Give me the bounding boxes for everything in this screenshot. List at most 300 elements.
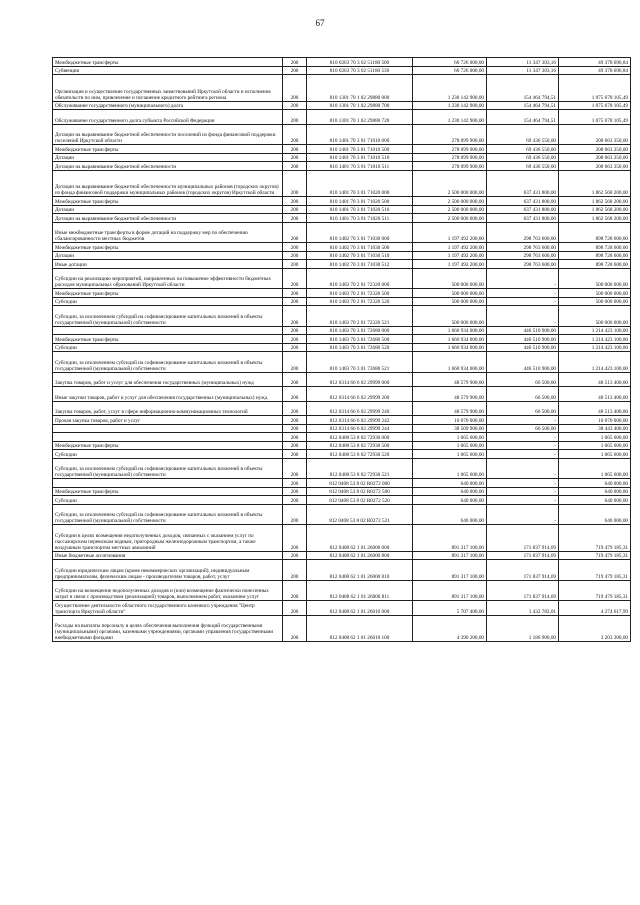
table-row: [53, 450, 631, 459]
row-kbk-cell: 812 0408 53 8 02 R0272 500: [307, 487, 413, 496]
row-executed-amount-cell: 446 510 900,00: [487, 326, 559, 335]
row-code-cell: 200: [283, 479, 307, 488]
row-plan-amount-cell: 1 230 142 900,00: [413, 110, 487, 125]
row-name-cell: Субвенции: [53, 66, 283, 75]
table-row: [53, 601, 631, 616]
row-plan-amount-cell: 278 099 900,00: [413, 145, 487, 154]
row-kbk-cell: 812 0314 66 6 02 29999 200: [307, 387, 413, 402]
row-executed-amount-cell: -: [487, 416, 559, 425]
row-remaining-amount-cell: 898 728 600,00: [559, 260, 631, 269]
row-kbk-cell: 810 1301 70 1 02 29880 720: [307, 110, 413, 125]
row-executed-amount-cell: 69 436 550,00: [487, 124, 559, 145]
row-kbk-cell: 810 1403 70 2 01 72320 521: [307, 306, 413, 327]
table-row: [53, 580, 631, 601]
row-name-cell: Межбюджетные трансферты: [53, 145, 283, 154]
row-name-cell: Субсидии: [53, 450, 283, 459]
row-name-cell: Субсидии в целях возмещения недополученных доходов, связанных с оказанием услуг по пассажирским перевозкам водным, пригородным железнодорожным транспортом, а также воздушным транспортом местных авиалиний: [53, 525, 283, 552]
row-remaining-amount-cell: 1 065 600,00: [559, 458, 631, 479]
row-remaining-amount-cell: 4 274 617,99: [559, 601, 631, 616]
row-plan-amount-cell: 60 726 000,00: [413, 58, 487, 67]
row-remaining-amount-cell: 1 862 568 200,00: [559, 214, 631, 223]
table-row: [53, 251, 631, 260]
row-name-cell: Межбюджетные трансферты: [53, 197, 283, 206]
row-code-cell: 200: [283, 450, 307, 459]
row-code-cell: 200: [283, 352, 307, 373]
row-executed-amount-cell: -: [487, 458, 559, 479]
row-kbk-cell: 810 1401 70 3 01 71010 500: [307, 145, 413, 154]
row-code-cell: 200: [283, 326, 307, 335]
row-name-cell: Расходы на выплаты персоналу в целях обеспечения выполнения функций государственными (муниципальными) органами, казенными учреждениями, органами управления государственными внебюджетными фондами: [53, 615, 283, 642]
row-kbk-cell: 812 0314 66 6 02 29999 244: [307, 424, 413, 433]
row-plan-amount-cell: 1 660 934 000,00: [413, 352, 487, 373]
row-code-cell: 200: [283, 268, 307, 289]
row-plan-amount-cell: 500 000 000,00: [413, 289, 487, 298]
table-row: [53, 306, 631, 327]
row-executed-amount-cell: -: [487, 289, 559, 298]
row-plan-amount-cell: 1 230 142 900,00: [413, 101, 487, 110]
row-name-cell: Организация и осуществление государственных заимствований Иркутской области и исполнение обязательств по ним, привлечение и погашение кредитного рейтинга региона: [53, 75, 283, 102]
table-row: [53, 205, 631, 214]
row-code-cell: 200: [283, 243, 307, 252]
row-plan-amount-cell: 48 579 900,00: [413, 387, 487, 402]
row-code-cell: 200: [283, 66, 307, 75]
row-code-cell: 200: [283, 335, 307, 344]
table-row: [53, 487, 631, 496]
row-kbk-cell: 810 1402 70 3 01 71030 000: [307, 222, 413, 243]
row-executed-amount-cell: 637 431 800,00: [487, 170, 559, 197]
row-kbk-cell: 810 1403 70 2 01 72320 000: [307, 268, 413, 289]
row-plan-amount-cell: 278 099 900,00: [413, 162, 487, 171]
row-name-cell: [53, 479, 283, 488]
row-executed-amount-cell: 171 837 914,69: [487, 560, 559, 581]
row-remaining-amount-cell: 1 214 423 100,00: [559, 335, 631, 344]
row-name-cell: [53, 433, 283, 442]
row-remaining-amount-cell: 500 000 000,00: [559, 289, 631, 298]
table-row: [53, 243, 631, 252]
row-plan-amount-cell: 500 000 000,00: [413, 297, 487, 306]
row-code-cell: 200: [283, 197, 307, 206]
row-code-cell: 200: [283, 441, 307, 450]
row-code-cell: 200: [283, 372, 307, 387]
row-executed-amount-cell: 1 432 782,01: [487, 601, 559, 616]
row-code-cell: 200: [283, 615, 307, 642]
row-executed-amount-cell: 154 464 794,51: [487, 101, 559, 110]
row-remaining-amount-cell: 208 663 350,00: [559, 124, 631, 145]
row-kbk-cell: 810 0203 70 3 02 51180 500: [307, 58, 413, 67]
row-kbk-cell: 810 1402 70 3 01 71030 500: [307, 243, 413, 252]
row-name-cell: Иные закупки товаров, работ и услуг для обеспечения государственных (муниципальных) нужд: [53, 387, 283, 402]
row-kbk-cell: 812 0408 53 8 02 R0272 000: [307, 479, 413, 488]
row-name-cell: Субсидии, за исключением субсидий на софинансирование капитальных вложений в объекты государственной (муниципальной) собственности: [53, 458, 283, 479]
table-row: [53, 297, 631, 306]
row-executed-amount-cell: 11 347 303,16: [487, 66, 559, 75]
row-executed-amount-cell: 637 431 800,00: [487, 205, 559, 214]
row-plan-amount-cell: 1 197 492 200,00: [413, 243, 487, 252]
row-plan-amount-cell: 2 500 000 000,00: [413, 170, 487, 197]
row-remaining-amount-cell: 719 479 185,31: [559, 580, 631, 601]
row-code-cell: 200: [283, 560, 307, 581]
row-executed-amount-cell: -: [487, 268, 559, 289]
table-row: [53, 66, 631, 75]
row-remaining-amount-cell: 640 000,00: [559, 479, 631, 488]
row-executed-amount-cell: -: [487, 433, 559, 442]
row-name-cell: Межбюджетные трансферты: [53, 487, 283, 496]
table-row: [53, 525, 631, 552]
row-name-cell: Обслуживание государственного (муниципального) долга: [53, 101, 283, 110]
row-plan-amount-cell: 1 065 600,00: [413, 441, 487, 450]
row-kbk-cell: 812 0314 66 6 02 29999 000: [307, 372, 413, 387]
row-kbk-cell: 810 0203 70 3 02 51180 530: [307, 66, 413, 75]
row-name-cell: Субсидии, за исключением субсидий на софинансирование капитальных вложений в объекты государственной (муниципальной) собственности: [53, 504, 283, 525]
row-kbk-cell: 810 1402 70 3 01 71030 510: [307, 251, 413, 260]
row-name-cell: Субсидии: [53, 297, 283, 306]
row-code-cell: 200: [283, 124, 307, 145]
row-executed-amount-cell: -: [487, 306, 559, 327]
table-row: [53, 110, 631, 125]
row-kbk-cell: 812 0408 53 8 02 72930 500: [307, 441, 413, 450]
row-remaining-amount-cell: 1 862 568 200,00: [559, 205, 631, 214]
row-code-cell: 200: [283, 551, 307, 560]
row-kbk-cell: 812 0408 53 8 02 R0272 520: [307, 496, 413, 505]
row-kbk-cell: 812 0408 62 1 01 26000 800: [307, 551, 413, 560]
table-row: [53, 560, 631, 581]
row-name-cell: Субсидии юридическим лицам (кроме некоммерческих организаций), индивидуальным предпринимателям, физическим лицам - производителям товаров, работ, услуг: [53, 560, 283, 581]
row-kbk-cell: 810 1401 70 3 01 71020 500: [307, 197, 413, 206]
row-executed-amount-cell: -: [487, 479, 559, 488]
row-kbk-cell: 810 1403 70 2 01 72320 520: [307, 297, 413, 306]
row-code-cell: 200: [283, 170, 307, 197]
row-remaining-amount-cell: 1 214 423 100,00: [559, 343, 631, 352]
row-executed-amount-cell: 66 500,00: [487, 372, 559, 387]
row-remaining-amount-cell: 640 000,00: [559, 487, 631, 496]
table-row: [53, 75, 631, 102]
row-kbk-cell: 810 1401 70 3 01 71010 000: [307, 124, 413, 145]
row-kbk-cell: 812 0408 53 8 02 R0272 521: [307, 504, 413, 525]
row-plan-amount-cell: 38 509 900,00: [413, 424, 487, 433]
row-remaining-amount-cell: 1 214 423 100,00: [559, 352, 631, 373]
row-remaining-amount-cell: 1 075 678 105,49: [559, 110, 631, 125]
row-kbk-cell: 812 0408 53 8 02 72930 520: [307, 450, 413, 459]
row-remaining-amount-cell: 48 513 400,00: [559, 372, 631, 387]
budget-table: [52, 57, 631, 642]
row-kbk-cell: 810 1301 70 1 02 29880 000: [307, 75, 413, 102]
table-row: [53, 352, 631, 373]
row-name-cell: Субсидии: [53, 343, 283, 352]
row-name-cell: Субсидии, за исключением субсидий на софинансирование капитальных вложений в объекты государственной (муниципальной) собственности: [53, 306, 283, 327]
row-name-cell: Межбюджетные трансферты: [53, 335, 283, 344]
row-code-cell: 200: [283, 387, 307, 402]
row-executed-amount-cell: 298 763 600,00: [487, 260, 559, 269]
row-plan-amount-cell: 2 500 000 000,00: [413, 205, 487, 214]
table-row: [53, 153, 631, 162]
row-code-cell: 200: [283, 424, 307, 433]
row-code-cell: 200: [283, 433, 307, 442]
row-kbk-cell: 810 1402 70 3 01 71030 512: [307, 260, 413, 269]
row-plan-amount-cell: 1 065 600,00: [413, 433, 487, 442]
row-executed-amount-cell: 637 431 800,00: [487, 197, 559, 206]
row-name-cell: Закупка товаров, работ и услуг для обеспечения государственных (муниципальных) нужд: [53, 372, 283, 387]
table-row: [53, 162, 631, 171]
row-executed-amount-cell: 69 436 550,00: [487, 162, 559, 171]
row-executed-amount-cell: 637 431 800,00: [487, 214, 559, 223]
row-plan-amount-cell: 1 230 142 900,00: [413, 75, 487, 102]
table-row: [53, 615, 631, 642]
row-kbk-cell: 810 1301 70 1 02 29880 700: [307, 101, 413, 110]
row-executed-amount-cell: -: [487, 504, 559, 525]
table-row: [53, 441, 631, 450]
row-remaining-amount-cell: 49 378 696,84: [559, 58, 631, 67]
row-code-cell: 200: [283, 222, 307, 243]
row-plan-amount-cell: 891 317 100,00: [413, 560, 487, 581]
row-executed-amount-cell: 66 500,00: [487, 424, 559, 433]
table-row: [53, 124, 631, 145]
row-remaining-amount-cell: 1 075 678 105,49: [559, 75, 631, 102]
table-row: [53, 214, 631, 223]
row-remaining-amount-cell: 1 862 568 200,00: [559, 197, 631, 206]
row-remaining-amount-cell: 640 000,00: [559, 504, 631, 525]
row-kbk-cell: 812 0408 62 1 01 26000 000: [307, 525, 413, 552]
row-kbk-cell: 810 1401 70 3 01 71020 510: [307, 205, 413, 214]
row-name-cell: Субсидии: [53, 496, 283, 505]
row-plan-amount-cell: 891 317 100,00: [413, 525, 487, 552]
row-remaining-amount-cell: 500 000 000,00: [559, 268, 631, 289]
row-executed-amount-cell: 66 500,00: [487, 387, 559, 402]
row-plan-amount-cell: 500 000 000,00: [413, 306, 487, 327]
table-row: [53, 504, 631, 525]
row-kbk-cell: 810 1403 70 3 01 72680 521: [307, 352, 413, 373]
row-code-cell: 200: [283, 601, 307, 616]
row-kbk-cell: 810 1403 70 3 01 72680 500: [307, 335, 413, 344]
row-remaining-amount-cell: 500 000 000,00: [559, 306, 631, 327]
row-executed-amount-cell: 298 763 600,00: [487, 243, 559, 252]
row-kbk-cell: 810 1401 70 3 01 71010 510: [307, 153, 413, 162]
row-executed-amount-cell: 66 500,00: [487, 401, 559, 416]
row-kbk-cell: 810 1401 70 3 01 71010 511: [307, 162, 413, 171]
table-row: [53, 335, 631, 344]
row-name-cell: Прочая закупка товаров, работ и услуг: [53, 416, 283, 425]
row-code-cell: 200: [283, 101, 307, 110]
row-remaining-amount-cell: 719 479 185,31: [559, 525, 631, 552]
table-row: [53, 496, 631, 505]
row-executed-amount-cell: 171 837 914,69: [487, 525, 559, 552]
table-row: [53, 326, 631, 335]
row-remaining-amount-cell: 898 728 600,00: [559, 222, 631, 243]
row-name-cell: Межбюджетные трансферты: [53, 58, 283, 67]
row-name-cell: Субсидии на реализацию мероприятий, направленных на повышение эффективности бюджетных расходов муниципальных образований Иркутской области: [53, 268, 283, 289]
row-code-cell: 200: [283, 343, 307, 352]
row-code-cell: 200: [283, 214, 307, 223]
row-remaining-amount-cell: 1 065 600,00: [559, 450, 631, 459]
row-name-cell: Дотации на выравнивание бюджетной обеспеченности: [53, 214, 283, 223]
row-executed-amount-cell: 1 186 900,00: [487, 615, 559, 642]
row-plan-amount-cell: 2 500 000 000,00: [413, 197, 487, 206]
row-executed-amount-cell: 11 347 303,16: [487, 58, 559, 67]
row-code-cell: 200: [283, 260, 307, 269]
row-remaining-amount-cell: 640 000,00: [559, 496, 631, 505]
row-name-cell: Иные межбюджетные трансферты в форме дотаций на поддержку мер по обеспечению сбалансированности местных бюджетов: [53, 222, 283, 243]
row-code-cell: 200: [283, 145, 307, 154]
row-kbk-cell: 812 0314 66 6 02 29999 242: [307, 416, 413, 425]
row-executed-amount-cell: -: [487, 297, 559, 306]
row-name-cell: Обслуживание государственного долга субъекта Российской Федерации: [53, 110, 283, 125]
table-row: [53, 433, 631, 442]
row-code-cell: 200: [283, 458, 307, 479]
row-plan-amount-cell: 1 065 600,00: [413, 450, 487, 459]
row-remaining-amount-cell: 49 378 696,84: [559, 66, 631, 75]
row-executed-amount-cell: -: [487, 450, 559, 459]
row-executed-amount-cell: -: [487, 496, 559, 505]
table-row: [53, 197, 631, 206]
row-plan-amount-cell: 640 000,00: [413, 496, 487, 505]
table-row: [53, 289, 631, 298]
row-kbk-cell: 812 0408 62 1 01 26010 100: [307, 615, 413, 642]
row-remaining-amount-cell: 1 065 600,00: [559, 433, 631, 442]
table-row: [53, 260, 631, 269]
row-remaining-amount-cell: 208 663 350,00: [559, 162, 631, 171]
table-row: [53, 416, 631, 425]
row-kbk-cell: 812 0408 62 1 01 26000 811: [307, 580, 413, 601]
row-name-cell: Дотации: [53, 205, 283, 214]
row-name-cell: Межбюджетные трансферты: [53, 243, 283, 252]
row-name-cell: Дотации: [53, 251, 283, 260]
row-name-cell: [53, 424, 283, 433]
row-name-cell: Дотации на выравнивание бюджетной обеспеченности: [53, 162, 283, 171]
row-executed-amount-cell: 446 510 900,00: [487, 352, 559, 373]
row-kbk-cell: 812 0408 62 1 01 26000 810: [307, 560, 413, 581]
table-row: [53, 424, 631, 433]
table-row: [53, 268, 631, 289]
row-kbk-cell: 812 0408 53 8 02 72930 521: [307, 458, 413, 479]
row-executed-amount-cell: 298 763 600,00: [487, 251, 559, 260]
row-remaining-amount-cell: 1 862 568 200,00: [559, 170, 631, 197]
row-code-cell: 200: [283, 75, 307, 102]
row-plan-amount-cell: 500 000 000,00: [413, 268, 487, 289]
row-remaining-amount-cell: 10 070 000,00: [559, 416, 631, 425]
row-remaining-amount-cell: 38 443 400,00: [559, 424, 631, 433]
row-name-cell: Субсидии на возмещение недополученных доходов и (или) возмещение фактически понесенных затрат в связи с производством (реализацией) товаров, выполнением работ, оказанием услуг: [53, 580, 283, 601]
row-name-cell: Иные бюджетные ассигнования: [53, 551, 283, 560]
table-row: [53, 101, 631, 110]
row-name-cell: [53, 326, 283, 335]
row-name-cell: Дотации на выравнивание бюджетной обеспеченности поселений из фонда финансовой поддержки поселений Иркутской области: [53, 124, 283, 145]
row-plan-amount-cell: 640 000,00: [413, 504, 487, 525]
row-remaining-amount-cell: 208 663 350,00: [559, 145, 631, 154]
row-code-cell: 200: [283, 306, 307, 327]
row-kbk-cell: 810 1401 70 3 01 71020 000: [307, 170, 413, 197]
row-plan-amount-cell: 10 070 000,00: [413, 416, 487, 425]
row-plan-amount-cell: 1 197 492 200,00: [413, 251, 487, 260]
row-code-cell: 200: [283, 401, 307, 416]
row-code-cell: 200: [283, 416, 307, 425]
row-plan-amount-cell: 891 317 100,00: [413, 551, 487, 560]
row-remaining-amount-cell: 719 479 185,31: [559, 551, 631, 560]
row-remaining-amount-cell: 48 513 400,00: [559, 387, 631, 402]
row-kbk-cell: 812 0408 53 8 02 72930 000: [307, 433, 413, 442]
row-code-cell: 200: [283, 580, 307, 601]
row-remaining-amount-cell: 1 075 678 105,49: [559, 101, 631, 110]
row-executed-amount-cell: 446 510 900,00: [487, 335, 559, 344]
row-name-cell: Иные дотации: [53, 260, 283, 269]
row-executed-amount-cell: 154 464 794,51: [487, 110, 559, 125]
row-code-cell: 200: [283, 496, 307, 505]
row-kbk-cell: 810 1403 70 3 01 72680 000: [307, 326, 413, 335]
row-executed-amount-cell: 154 464 794,51: [487, 75, 559, 102]
table-row: [53, 479, 631, 488]
row-plan-amount-cell: 4 390 200,00: [413, 615, 487, 642]
table-row: [53, 401, 631, 416]
row-kbk-cell: 810 1403 70 2 01 72320 500: [307, 289, 413, 298]
row-name-cell: Межбюджетные трансферты: [53, 441, 283, 450]
row-name-cell: Закупка товаров, работ, услуг в сфере информационно-коммуникационных технологий: [53, 401, 283, 416]
row-executed-amount-cell: 171 837 914,69: [487, 551, 559, 560]
row-name-cell: Субсидии, за исключением субсидий на софинансирование капитальных вложений в объекты государственной (муниципальной) собственности: [53, 352, 283, 373]
row-executed-amount-cell: 69 436 550,00: [487, 145, 559, 154]
row-plan-amount-cell: 48 579 900,00: [413, 372, 487, 387]
row-remaining-amount-cell: 48 513 400,00: [559, 401, 631, 416]
row-plan-amount-cell: 891 317 100,00: [413, 580, 487, 601]
row-remaining-amount-cell: 898 728 600,00: [559, 243, 631, 252]
row-executed-amount-cell: 171 837 914,69: [487, 580, 559, 601]
row-code-cell: 200: [283, 525, 307, 552]
row-plan-amount-cell: 1 197 492 200,00: [413, 260, 487, 269]
table-row: [53, 372, 631, 387]
row-plan-amount-cell: 1 660 934 000,00: [413, 326, 487, 335]
row-code-cell: 200: [283, 251, 307, 260]
row-executed-amount-cell: 298 763 600,00: [487, 222, 559, 243]
row-kbk-cell: 812 0408 62 1 01 26010 000: [307, 601, 413, 616]
row-plan-amount-cell: 1 660 934 000,00: [413, 335, 487, 344]
row-kbk-cell: 810 1401 70 3 01 71020 511: [307, 214, 413, 223]
row-plan-amount-cell: 1 197 492 200,00: [413, 222, 487, 243]
row-remaining-amount-cell: 1 065 600,00: [559, 441, 631, 450]
table-row: [53, 387, 631, 402]
row-remaining-amount-cell: 898 728 600,00: [559, 251, 631, 260]
row-remaining-amount-cell: 500 000 000,00: [559, 297, 631, 306]
table-row: [53, 222, 631, 243]
row-plan-amount-cell: 640 000,00: [413, 487, 487, 496]
row-plan-amount-cell: 278 099 900,00: [413, 153, 487, 162]
page-number: 67: [315, 18, 325, 28]
row-code-cell: 200: [283, 297, 307, 306]
row-plan-amount-cell: 640 000,00: [413, 479, 487, 488]
row-name-cell: Осуществление деятельности областного государственного казенного учреждения "Центр транспорта Иркутской области": [53, 601, 283, 616]
table-row: [53, 58, 631, 67]
row-plan-amount-cell: 60 726 000,00: [413, 66, 487, 75]
row-code-cell: 200: [283, 289, 307, 298]
row-code-cell: 200: [283, 58, 307, 67]
row-code-cell: 200: [283, 487, 307, 496]
row-plan-amount-cell: 1 660 934 000,00: [413, 343, 487, 352]
row-remaining-amount-cell: 208 663 350,00: [559, 153, 631, 162]
row-executed-amount-cell: -: [487, 441, 559, 450]
row-plan-amount-cell: 2 500 000 000,00: [413, 214, 487, 223]
table-row: [53, 458, 631, 479]
row-remaining-amount-cell: 719 479 185,31: [559, 560, 631, 581]
row-remaining-amount-cell: 3 203 300,00: [559, 615, 631, 642]
budget-table-body: [53, 58, 631, 642]
row-code-cell: 200: [283, 153, 307, 162]
row-code-cell: 200: [283, 162, 307, 171]
row-plan-amount-cell: 278 099 900,00: [413, 124, 487, 145]
table-row: [53, 343, 631, 352]
row-plan-amount-cell: 1 065 600,00: [413, 458, 487, 479]
row-name-cell: Дотации: [53, 153, 283, 162]
row-executed-amount-cell: -: [487, 487, 559, 496]
row-plan-amount-cell: 48 579 900,00: [413, 401, 487, 416]
row-name-cell: Межбюджетные трансферты: [53, 289, 283, 298]
row-kbk-cell: 812 0314 66 6 02 29999 240: [307, 401, 413, 416]
row-remaining-amount-cell: 1 214 423 100,00: [559, 326, 631, 335]
